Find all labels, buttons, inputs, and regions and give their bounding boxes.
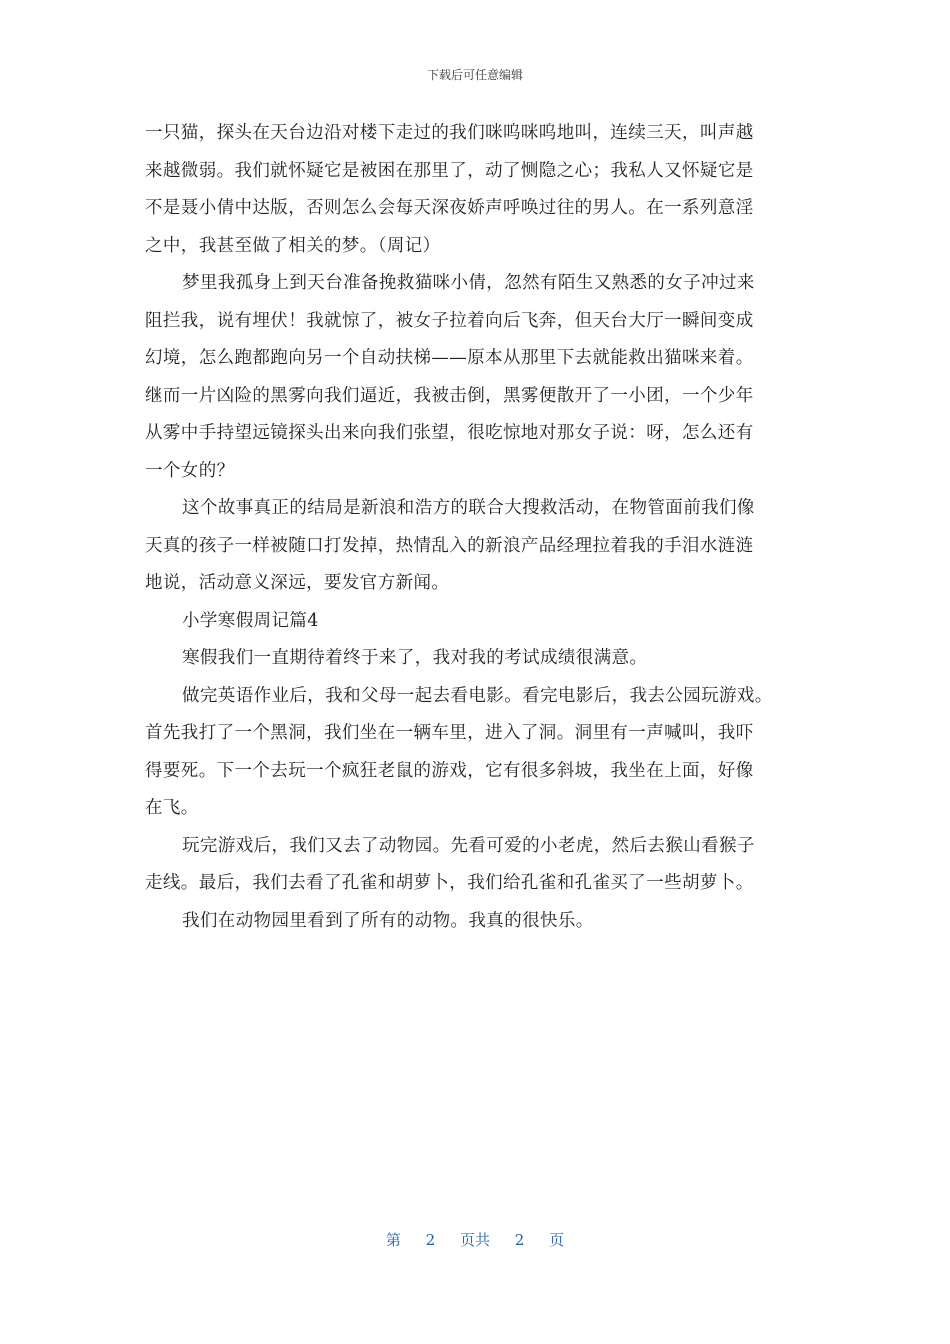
text-line: 之中，我甚至做了相关的梦。（周记） [145, 235, 441, 256]
footer-current-page: 2 [425, 1231, 436, 1249]
body-text [145, 115, 810, 940]
section-heading: 小学寒假周记篇4 [182, 610, 319, 631]
text-line: 阻拦我，说有埋伏！我就惊了，被女子拉着向后飞奔，但天台大厅一瞬间变成 [145, 310, 754, 331]
text-line: 幻境，怎么跑都跑向另一个自动扶梯——原本从那里下去就能救出猫咪来着。 [145, 348, 754, 368]
footer-label-page-end: 页 [549, 1231, 565, 1249]
footer-label-page: 第 [385, 1231, 401, 1249]
text-line: 我们在动物园里看到了所有的动物。我真的很快乐。 [182, 910, 594, 931]
text-line: 一只猫，探头在天台边沿对楼下走过的我们咪呜咪呜地叫，连续三天，叫声越 [145, 123, 754, 143]
text-line: 在飞。 [145, 798, 199, 818]
text-line: 做完英语作业后，我和父母一起去看电影。看完电影后，我去公园玩游戏。 [182, 685, 773, 706]
text-line: 走线。最后，我们去看了孔雀和胡萝卜，我们给孔雀和孔雀买了一些胡萝卜。 [145, 873, 754, 893]
text-line: 一个女的？ [145, 460, 235, 481]
page-header: 下载后可任意编辑 [426, 68, 523, 82]
footer-total-pages: 2 [514, 1231, 525, 1249]
text-line: 不是聂小倩中达版，否则怎么会每天深夜娇声呼唤过往的男人。在一系列意淫 [145, 198, 754, 218]
text-line: 得要死。下一个去玩一个疯狂老鼠的游戏，它有很多斜坡，我坐在上面，好像 [145, 760, 754, 781]
footer-label-of: 页共 [459, 1231, 490, 1249]
text-line: 来越微弱。我们就怀疑它是被困在那里了，动了恻隐之心；我私人又怀疑它是 [145, 160, 754, 181]
text-line: 继而一片凶险的黑雾向我们逼近，我被击倒，黑雾便散开了一小团，一个少年 [145, 385, 754, 406]
text-line: 地说，活动意义深远，要发官方新闻。 [145, 573, 450, 593]
text-line: 寒假我们一直期待着终于来了，我对我的考试成绩很满意。 [182, 648, 648, 668]
page-footer [0, 1229, 950, 1250]
text-line: 首先我打了一个黑洞，我们坐在一辆车里，进入了洞。洞里有一声喊叫，我吓 [145, 723, 754, 743]
text-line: 天真的孩子一样被随口打发掉，热情乱入的新浪产品经理拉着我的手泪水涟涟 [145, 535, 754, 556]
text-line: 从雾中手持望远镜探头出来向我们张望，很吃惊地对那女子说：呀，怎么还有 [145, 423, 754, 443]
text-line: 梦里我孤身上到天台准备挽救猫咪小倩，忽然有陌生又熟悉的女子冲过来 [182, 273, 755, 293]
text-line: 这个故事真正的结局是新浪和浩方的联合大搜救活动，在物管面前我们像 [182, 498, 755, 518]
text-line: 玩完游戏后，我们又去了动物园。先看可爱的小老虎，然后去猴山看猴子 [182, 835, 755, 856]
